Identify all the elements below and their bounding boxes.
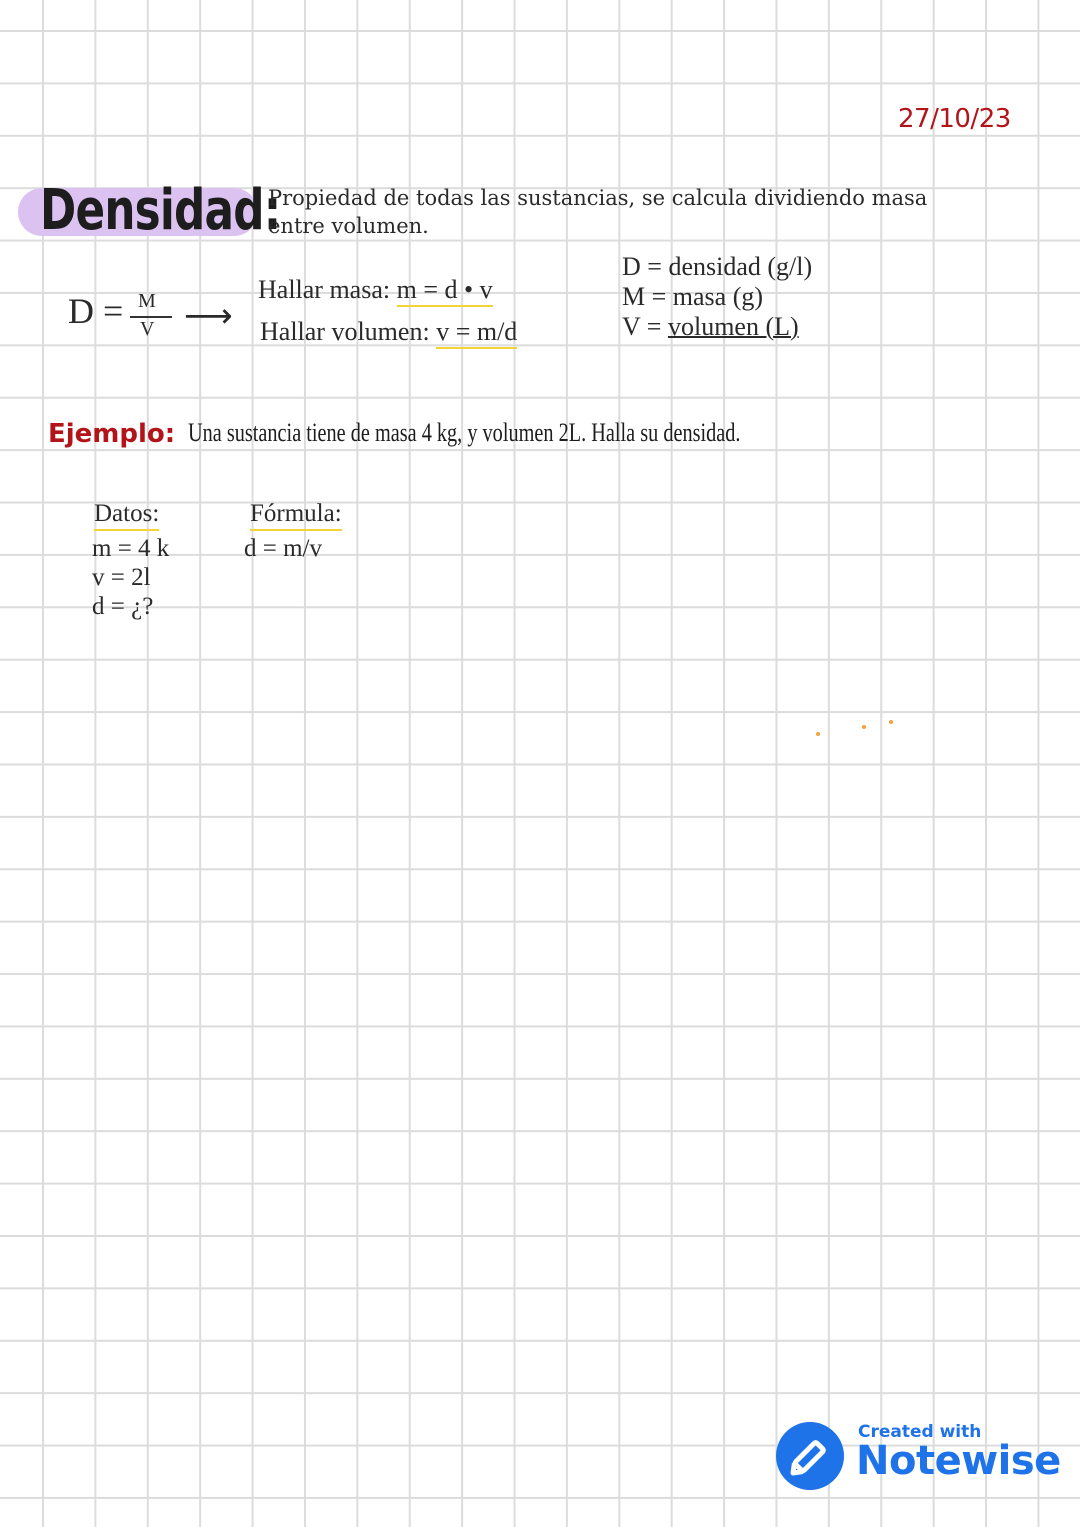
- badge-caption: Created with: [858, 1422, 982, 1442]
- find-volume-label: Hallar volumen:: [260, 317, 430, 346]
- notewise-badge: [776, 1420, 1061, 1494]
- legend-volume: [622, 312, 799, 342]
- page-title: Densidad:: [40, 178, 281, 243]
- badge-brand: Notewise: [856, 1438, 1061, 1484]
- formula-denominator: V: [140, 318, 155, 340]
- legend-mass: M = masa (g): [622, 282, 764, 311]
- datos-line: v = 2l: [92, 564, 151, 591]
- legend-volume-prefix: V =: [622, 312, 668, 341]
- find-volume-line: [260, 317, 517, 347]
- arrow-right-icon: ⟶: [184, 296, 233, 336]
- pencil-icon: [776, 1422, 844, 1490]
- legend-volume-text: volumen (L): [667, 312, 799, 341]
- formula-heading: Fórmula:: [250, 500, 342, 531]
- formula-line: d = m/v: [244, 535, 322, 562]
- density-formula-lhs: D =: [68, 291, 124, 331]
- datos-heading: Datos:: [94, 500, 159, 531]
- stray-dot: [862, 725, 866, 729]
- legend-density: D = densidad (g/l): [622, 252, 813, 281]
- formula-numerator: M: [138, 290, 156, 312]
- find-mass-label: Hallar masa:: [258, 275, 391, 304]
- volume-formula: v = m/d: [436, 317, 517, 349]
- date: 27/10/23: [898, 104, 1011, 134]
- find-mass-line: [258, 275, 493, 305]
- stray-dot: [816, 732, 820, 736]
- example-label: Ejemplo:: [48, 419, 176, 449]
- datos-line: d = ¿?: [92, 593, 154, 620]
- mass-formula: m = d • v: [397, 275, 493, 307]
- definition-text: Propiedad de todas las sustancias, se calcula dividiendo masa entre volumen.: [268, 186, 928, 238]
- datos-line: m = 4 k: [92, 535, 170, 562]
- example-text: Una sustancia tiene de masa 4 kg, y volumen 2L. Halla su densidad.: [188, 418, 741, 447]
- stray-dot: [889, 720, 893, 724]
